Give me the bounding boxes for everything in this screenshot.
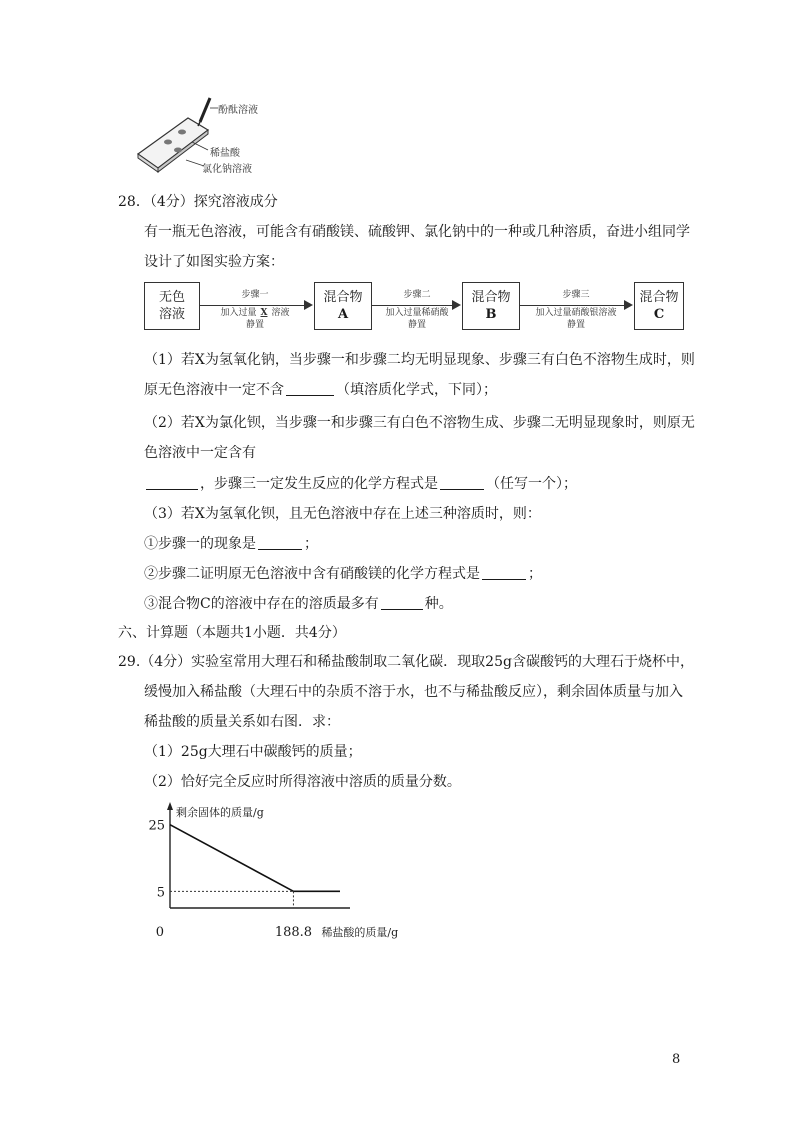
q29-sub1: （1）25g大理石中碳酸钙的质量；	[144, 744, 362, 760]
q28-part2-post: （任写一个）；	[486, 476, 577, 492]
label-sodium-chloride: 氯化钠溶液	[202, 164, 252, 175]
q28-part2-mid: ，步骤三一定发生反应的化学方程式是	[200, 476, 438, 492]
q29-sub2: （2）恰好完全反应时所得溶液中溶质的质量分数。	[144, 774, 461, 790]
q28-part3-item3	[144, 594, 453, 614]
step1-mid-pre: 加入过量	[220, 308, 257, 318]
q28-part3-item1-post: ；	[304, 536, 318, 552]
q28-part1-pre: 原无色溶液中一定不含	[144, 382, 284, 398]
arrow-step2	[372, 305, 454, 306]
q28-part3-item2	[144, 564, 542, 584]
x-tick-label: 188.8	[274, 925, 313, 940]
q28-part3-item1	[144, 534, 318, 554]
answer-blank-5[interactable]	[482, 565, 526, 580]
answer-blank-4[interactable]	[258, 535, 302, 550]
step3-bottom-label: 静置	[566, 320, 585, 330]
box-a-line2: A	[337, 307, 349, 322]
y-axis-arrow	[167, 802, 173, 810]
y-axis-label: 剩余固体的质量/g	[176, 806, 264, 819]
box-a-line1: 混合物	[323, 290, 363, 305]
q28-part3-intro: （3）若X为氢氧化钡，且无色溶液中存在上述三种溶质时，则：	[144, 506, 541, 522]
label-phenolphthalein: 酚酞溶液	[218, 105, 258, 116]
q29-line1: 29.（4分）实验室常用大理石和稀盐酸制取二氧化碳．现取25g含碳酸钙的大理石于烧杯中，	[118, 654, 694, 670]
mass-chart-svg	[140, 800, 399, 950]
step2-bottom-label: 静置	[407, 320, 426, 330]
q28-part1-line1: （1）若X为氢氧化钠，当步骤一和步骤二均无明显现象、步骤三有白色不溶物生成时，则	[144, 352, 695, 368]
step1-bottom-label: 静置	[245, 320, 264, 330]
q28-part1-post: （填溶质化学式，下同）；	[336, 382, 497, 398]
q28-part3-item3-text: ③混合物C的溶液中存在的溶质最多有	[144, 596, 379, 612]
answer-blank-1[interactable]	[286, 381, 334, 396]
x-axis-label: 稀盐酸的质量/g	[321, 926, 399, 939]
box-start-line2: 溶液	[158, 307, 185, 322]
q28-part3-item2-text: ②步骤二证明原无色溶液中含有硝酸镁的化学方程式是	[144, 566, 480, 582]
q28-part3-item3-post: 种。	[424, 596, 453, 612]
q28-title: 28．（4分）探究溶液成分	[118, 194, 278, 210]
arrow-step3	[520, 305, 626, 306]
q28-part2-line1: （2）若X为氯化钡，当步骤一和步骤三有白色不溶物生成、步骤二无明显现象时，则原无	[144, 415, 695, 431]
q28-part3-item1-text: ①步骤一的现象是	[144, 536, 256, 552]
q28-part3-item2-post: ；	[528, 566, 542, 582]
box-c-line1: 混合物	[639, 290, 679, 305]
answer-blank-2[interactable]	[146, 475, 198, 490]
step2-top-label: 步骤二	[403, 290, 431, 300]
step2-mid-label: 加入过量稀硝酸	[385, 308, 449, 318]
box-colorless-solution	[144, 282, 200, 330]
q28-intro-line2: 设计了如图实验方案：	[144, 254, 284, 270]
x-origin-label: 0	[155, 925, 164, 940]
box-c-line2: C	[653, 307, 665, 322]
page-number: 8	[672, 1052, 681, 1067]
step1-mid-label	[200, 307, 310, 319]
top-figure	[130, 92, 280, 180]
box-mixture-c	[634, 282, 684, 330]
mass-chart	[140, 800, 399, 950]
box-b-line1: 混合物	[471, 290, 511, 305]
q29-line2: 缓慢加入稀盐酸（大理石中的杂质不溶于水，也不与稀盐酸反应），剩余固体质量与加入	[144, 684, 683, 700]
arrow-step1	[200, 305, 306, 306]
y-tick-label: 25	[148, 818, 165, 834]
step3-top-label: 步骤三	[562, 290, 590, 300]
q28-intro-line1: 有一瓶无色溶液，可能含有硝酸镁、硫酸钾、氯化钠中的一种或几种溶质，奋进小组同学	[144, 224, 690, 240]
series-line	[170, 825, 340, 892]
box-mixture-b	[462, 282, 520, 330]
section-6-heading: 六、计算题（本题共1小题．共4分）	[118, 625, 346, 641]
step1-mid-post: 溶液	[271, 308, 290, 318]
q28-part2-line3	[144, 474, 577, 494]
box-start-line1: 无色	[158, 290, 185, 305]
step1-mid-x: X	[260, 308, 268, 318]
step1-top-label: 步骤一	[241, 290, 269, 300]
box-mixture-a	[314, 282, 372, 330]
q29-line3: 稀盐酸的质量关系如右图．求：	[144, 714, 340, 730]
step3-mid-label: 加入过量硝酸银溶液	[535, 308, 617, 318]
answer-blank-3[interactable]	[440, 475, 484, 490]
q28-part1-line2	[144, 380, 497, 400]
answer-blank-6[interactable]	[381, 595, 423, 610]
experiment-flow-diagram	[140, 278, 685, 336]
box-b-line2: B	[485, 307, 497, 322]
q28-part2-line2: 色溶液中一定含有	[144, 445, 256, 461]
label-hydrochloric-acid: 稀盐酸	[210, 148, 240, 159]
y-tick-label: 5	[156, 885, 165, 901]
